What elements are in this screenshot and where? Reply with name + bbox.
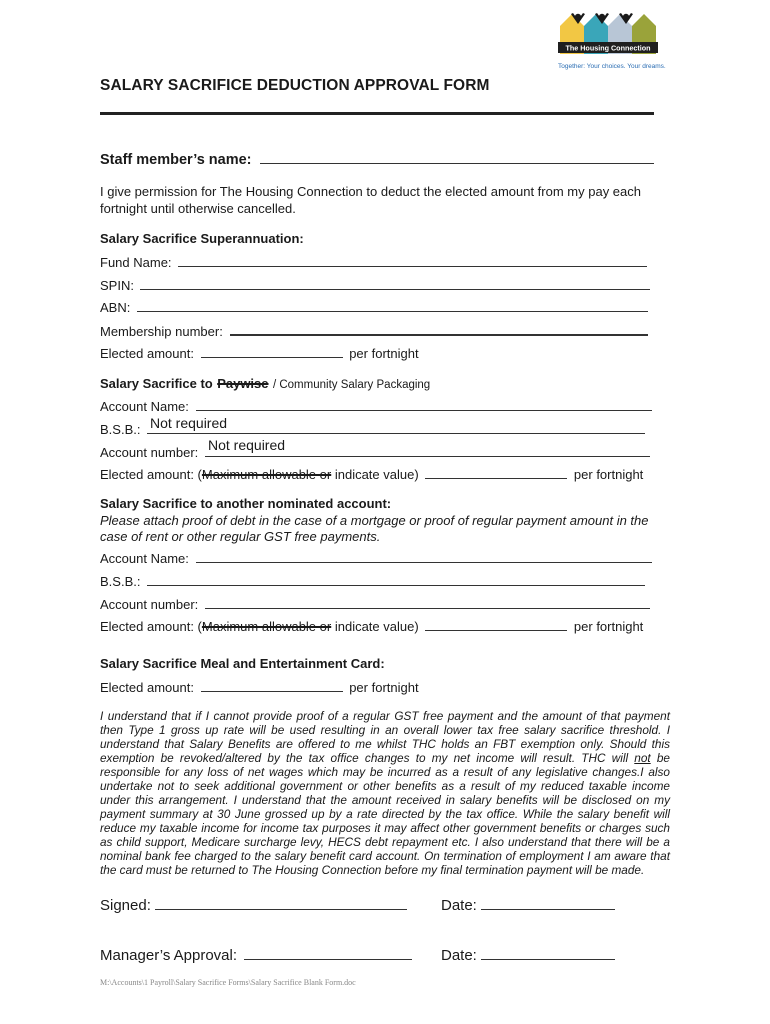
super-elected-field[interactable] (201, 345, 343, 358)
housing-logo-icon (558, 10, 658, 56)
declaration-line: be (656, 751, 670, 765)
manager-row (100, 945, 412, 964)
paywise-account-name-field[interactable] (196, 398, 652, 411)
file-path-footer: M:\Accounts\1 Payroll\Salary Sacrifice Forms\Salary Sacrifice Blank Form.doc (100, 978, 356, 987)
membership-row (100, 322, 648, 339)
membership-label: Membership number: (100, 324, 223, 339)
paywise-heading (100, 375, 430, 393)
paywise-heading-struck: Paywise (217, 376, 269, 391)
paywise-bsb-value: Not required (150, 415, 228, 431)
paywise-account-name-row (100, 398, 652, 414)
company-logo (558, 10, 666, 70)
nominated-bsb-field[interactable] (147, 573, 645, 586)
signed-label: Signed: (100, 897, 151, 914)
declaration-line: exemption be revoked/altered by the tax office changes to my net income will result. THC will (100, 751, 629, 765)
date-label-2: Date: (441, 947, 477, 964)
super-elected-label: Elected amount: (100, 346, 194, 361)
staff-name-field[interactable] (260, 151, 654, 164)
fund-name-field[interactable] (178, 254, 647, 267)
nominated-bsb-row (100, 573, 645, 589)
nominated-account-number-field[interactable] (205, 596, 650, 609)
spin-label: SPIN: (100, 278, 134, 293)
nominated-account-number-label: Account number: (100, 597, 199, 612)
paywise-elected-suffix: indicate value) (334, 467, 419, 482)
manager-field[interactable] (244, 945, 412, 960)
staff-name-row (100, 151, 654, 168)
permission-line-2: fortnight until otherwise cancelled. (100, 201, 296, 216)
nominated-account-name-row (100, 550, 652, 566)
title-rule (100, 112, 654, 115)
membership-field[interactable] (230, 322, 648, 336)
declaration-line: responsible for any loss of net wages which may be incurred as a result of any legislative changes.I also (100, 765, 670, 779)
declaration-line: then Type 1 gross up rate will be used resulting in an overall lower tax free salary sacrifice threshold. I (100, 723, 670, 737)
nominated-elected-prefix: Elected amount: ( (100, 619, 202, 634)
paywise-elected-row (100, 466, 643, 482)
declaration-line: nominal bank fee charged to the salary benefit card account. On termination of employment I am aware that (100, 849, 670, 863)
paywise-elected-struck: Maximum allowable or (201, 467, 332, 482)
nominated-account-number-row (100, 596, 650, 612)
declaration-line: undertake not to seek additional government or other benefits as a result of my reduced taxable income (100, 779, 670, 793)
spin-field[interactable] (140, 277, 650, 290)
declaration-line: understand that Salary Benefits are offered to me whilst THC holds an FBT exemption only. Should this (100, 737, 670, 751)
declaration-line: reduce my taxable income for income tax purposes it may affect other government benefits or charges such (100, 821, 670, 835)
meal-elected-row (100, 679, 419, 695)
signed-field[interactable] (155, 895, 407, 910)
manager-label: Manager’s Approval: (100, 947, 238, 964)
meal-elected-field[interactable] (201, 679, 343, 692)
super-per-fortnight: per fortnight (349, 346, 419, 361)
fund-name-label: Fund Name: (100, 255, 172, 270)
logo-name: The Housing Connection (565, 43, 651, 53)
declaration-line: under this arrangement. I understand that the amount received in salary benefits will be disclosed on my (100, 793, 670, 807)
nominated-account-name-field[interactable] (196, 550, 652, 563)
signed-row (100, 895, 407, 914)
declaration-line: I understand that if I cannot provide proof of a regular GST free payment and the amount of that payment (100, 709, 670, 723)
nominated-note-2: case of rent or other regular GST free payments. (100, 529, 381, 544)
paywise-account-number-row (100, 444, 650, 460)
date-field-2[interactable] (481, 945, 615, 960)
date-field-1[interactable] (481, 895, 615, 910)
abn-label: ABN: (100, 300, 131, 315)
permission-line-1: I give permission for The Housing Connection to deduct the elected amount from my pay each (100, 184, 641, 199)
meal-elected-label: Elected amount: (100, 680, 194, 695)
abn-row (100, 299, 648, 315)
paywise-elected-field[interactable] (425, 466, 567, 479)
nominated-elected-row (100, 618, 643, 634)
declaration-emphasis-not: not (634, 751, 651, 765)
nominated-bsb-label: B.S.B.: (100, 574, 141, 589)
staff-name-label: Staff member’s name: (100, 152, 252, 168)
nominated-elected-struck: Maximum allowable or (201, 619, 332, 634)
logo-tagline: Together: Your choices. Your dreams. (558, 63, 666, 70)
paywise-account-number-value: Not required (208, 437, 286, 453)
declaration-line: as child support, Medicare surcharge levy, HECS debt repayment etc. I also understand that there will be a (100, 835, 670, 849)
fund-name-row (100, 254, 647, 270)
date-row-2 (441, 945, 615, 964)
spin-row (100, 277, 650, 293)
declaration-paragraph (100, 709, 670, 877)
paywise-account-number-label: Account number: (100, 445, 199, 460)
nominated-account-name-label: Account Name: (100, 551, 189, 566)
nominated-heading: Salary Sacrifice to another nominated account: (100, 496, 392, 511)
super-heading: Salary Sacrifice Superannuation: (100, 231, 304, 246)
form-title: SALARY SACRIFICE DEDUCTION APPROVAL FORM (100, 77, 490, 94)
paywise-bsb-label: B.S.B.: (100, 422, 141, 437)
paywise-heading-suffix: / Community Salary Packaging (272, 379, 431, 391)
nominated-elected-suffix: indicate value) (334, 619, 419, 634)
nominated-note-1: Please attach proof of debt in the case of a mortgage or proof of regular payment amount in the (100, 513, 649, 528)
date-label-1: Date: (441, 897, 477, 914)
meal-per-fortnight: per fortnight (349, 680, 419, 695)
paywise-elected-prefix: Elected amount: ( (100, 467, 202, 482)
paywise-per-fortnight: per fortnight (573, 467, 644, 482)
paywise-heading-prefix: Salary Sacrifice to (100, 376, 213, 391)
declaration-line: the card must be returned to The Housing Connection before my final termination payment will be made. (100, 863, 645, 877)
nominated-per-fortnight: per fortnight (573, 619, 644, 634)
date-row-1 (441, 895, 615, 914)
nominated-elected-field[interactable] (425, 618, 567, 631)
paywise-account-name-label: Account Name: (100, 399, 189, 414)
super-elected-row (100, 345, 419, 361)
meal-heading: Salary Sacrifice Meal and Entertainment Card: (100, 656, 385, 671)
declaration-line: payment summary at 30 June grossed up by a rate directed by the tax office. While the salary benefit will (100, 807, 670, 821)
abn-field[interactable] (137, 299, 648, 312)
